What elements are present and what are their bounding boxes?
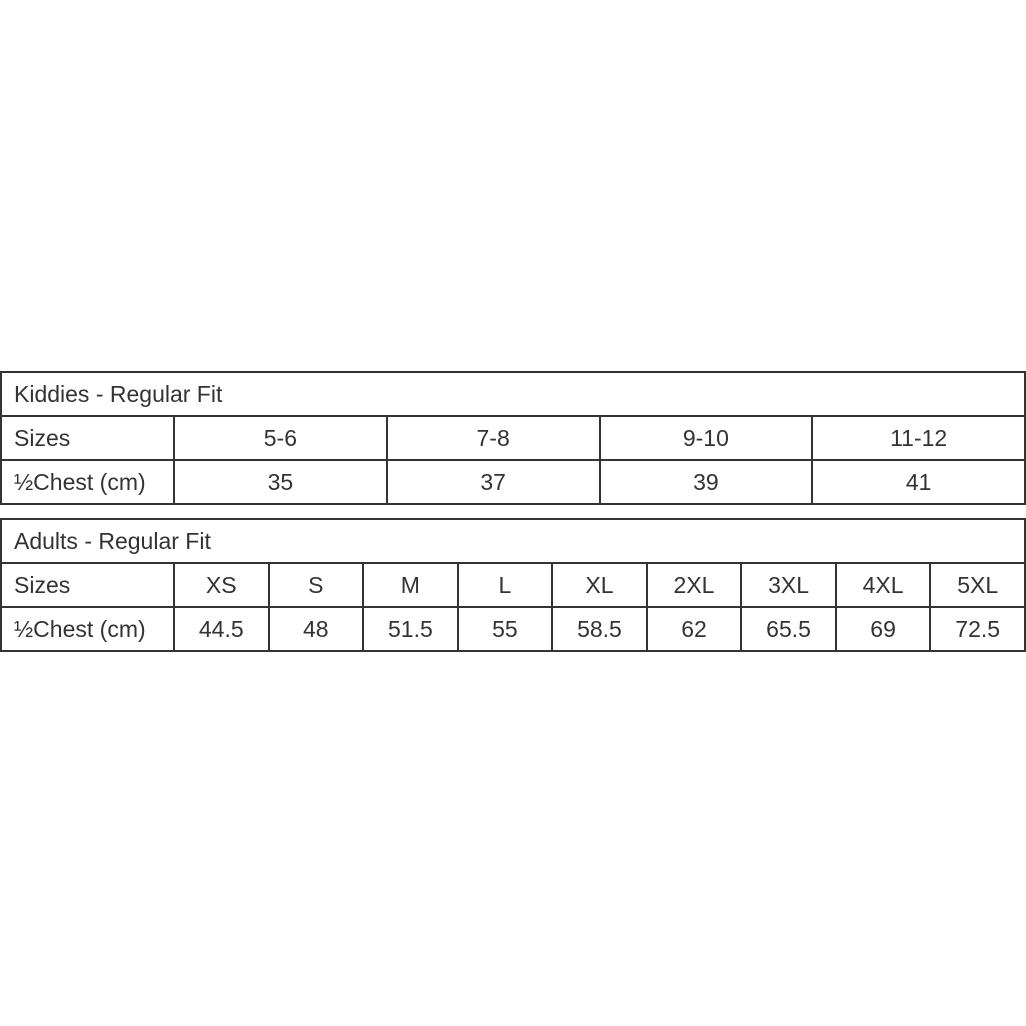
kids-size-cell: 9-10 [600,416,813,460]
adults-chest-cell: 58.5 [552,607,647,651]
adults-size-cell: 2XL [647,563,742,607]
kids-chest-cell: 37 [387,460,600,504]
adults-size-cell: L [458,563,553,607]
adults-chest-cell: 55 [458,607,553,651]
kids-table-title: Kiddies - Regular Fit [1,372,1025,416]
kids-size-cell: 11-12 [812,416,1025,460]
kids-chest-cell: 35 [174,460,387,504]
adults-chest-cell: 48 [269,607,364,651]
adults-size-cell: 4XL [836,563,931,607]
kids-chest-cell: 39 [600,460,813,504]
adults-size-cell: M [363,563,458,607]
kids-sizes-row [1,416,1025,460]
kids-title-row [1,372,1025,416]
adults-title-row [1,519,1025,563]
adults-chest-row [1,607,1025,651]
adults-size-cell: XL [552,563,647,607]
adults-sizes-label: Sizes [1,563,174,607]
adults-size-cell: 5XL [930,563,1025,607]
adults-sizes-row [1,563,1025,607]
kids-sizes-label: Sizes [1,416,174,460]
kids-chest-cell: 41 [812,460,1025,504]
kids-chest-label: ½Chest (cm) [1,460,174,504]
adults-chest-cell: 44.5 [174,607,269,651]
adults-table-title: Adults - Regular Fit [1,519,1025,563]
adults-size-table [0,518,1026,652]
kids-size-cell: 7-8 [387,416,600,460]
kids-chest-row [1,460,1025,504]
adults-chest-cell: 69 [836,607,931,651]
adults-size-cell: S [269,563,364,607]
kids-size-cell: 5-6 [174,416,387,460]
adults-size-cell: 3XL [741,563,836,607]
adults-chest-cell: 62 [647,607,742,651]
adults-size-cell: XS [174,563,269,607]
kids-size-table [0,371,1026,505]
adults-chest-cell: 51.5 [363,607,458,651]
adults-chest-label: ½Chest (cm) [1,607,174,651]
adults-chest-cell: 72.5 [930,607,1025,651]
adults-chest-cell: 65.5 [741,607,836,651]
